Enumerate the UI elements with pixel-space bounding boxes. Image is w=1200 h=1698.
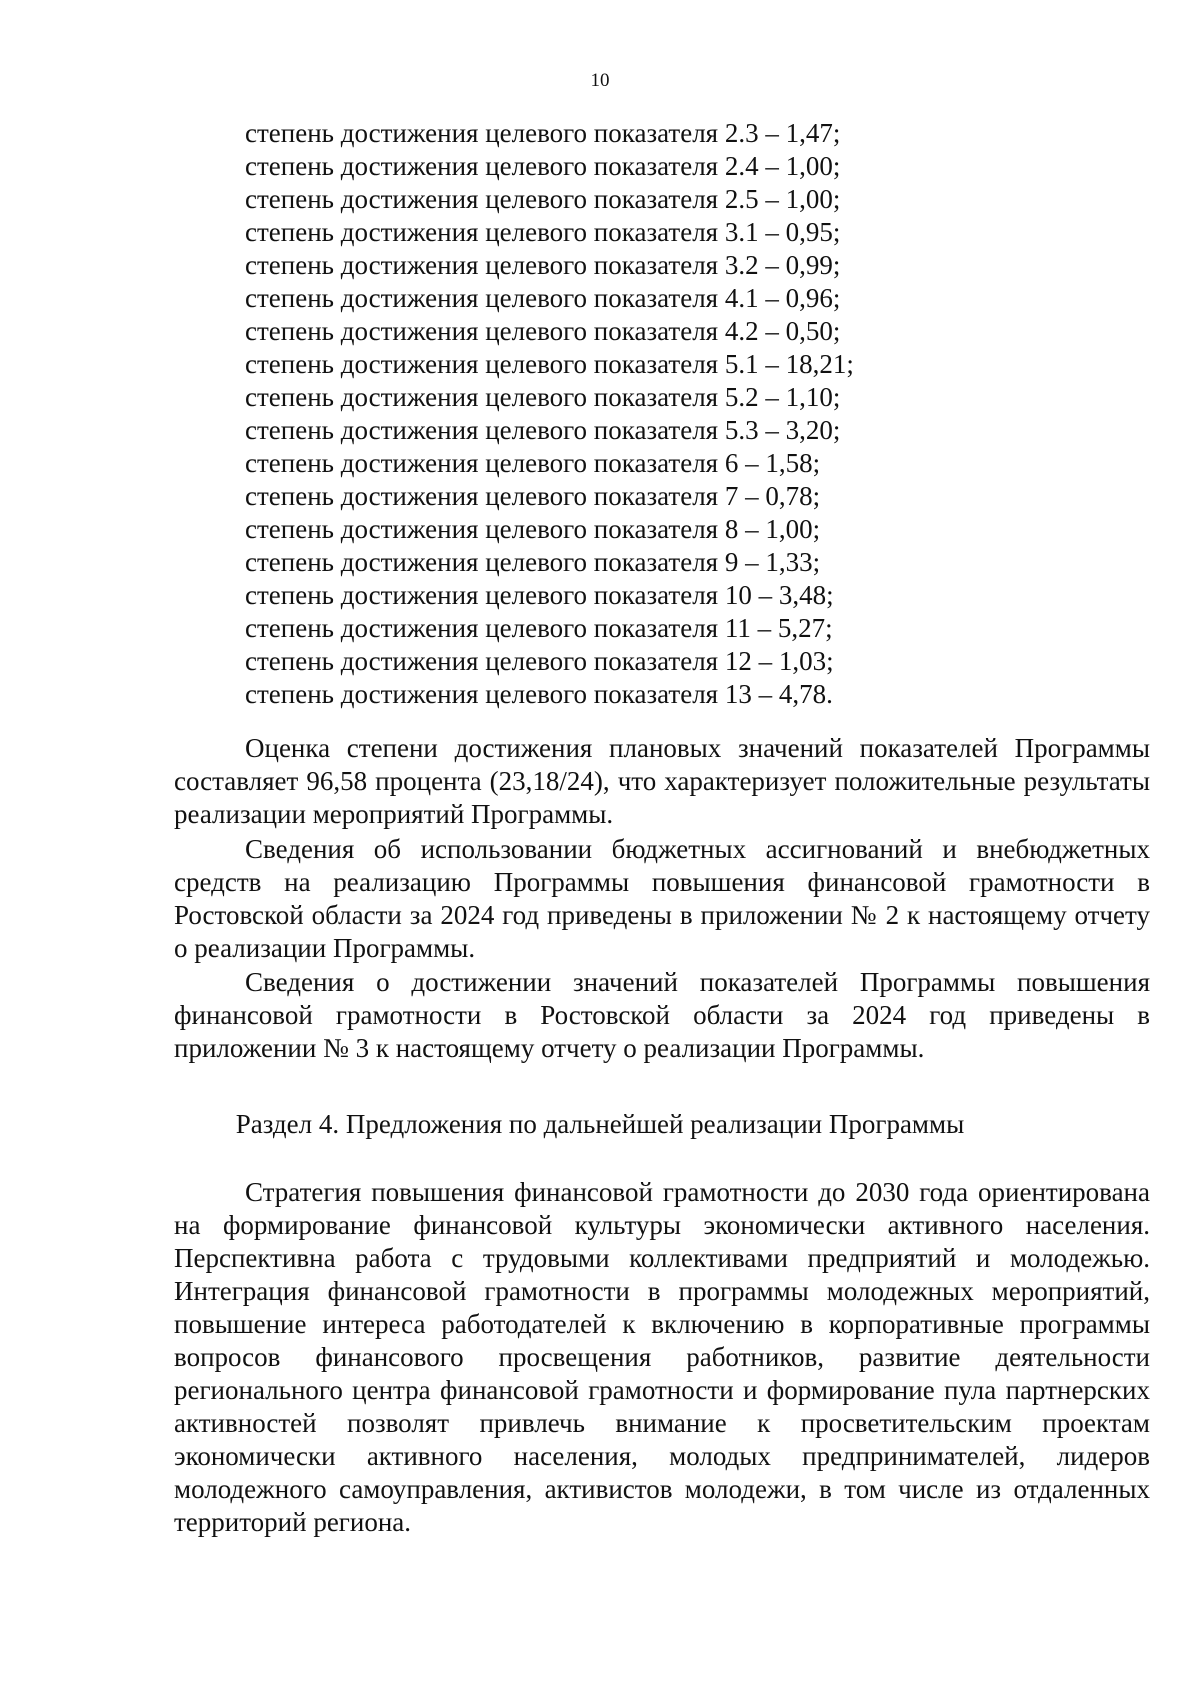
indicator-item: степень достижения целевого показателя 5.3 – 3,20; — [245, 415, 841, 445]
indicator-item: степень достижения целевого показателя 8 – 1,00; — [245, 514, 821, 544]
section-heading: Раздел 4. Предложения по дальнейшей реализации Программы — [235, 1109, 965, 1139]
indicator-item: степень достижения целевого показателя 13 – 4,78. — [245, 679, 833, 709]
indicator-item: степень достижения целевого показателя 3.2 – 0,99; — [245, 250, 841, 280]
indicator-item: степень достижения целевого показателя 9 – 1,33; — [245, 547, 821, 577]
indicator-item: степень достижения целевого показателя 4.1 – 0,96; — [245, 283, 841, 313]
page-number: 10 — [590, 70, 610, 91]
indicator-item: степень достижения целевого показателя 5.2 – 1,10; — [245, 382, 841, 412]
indicator-item: степень достижения целевого показателя 3.1 – 0,95; — [245, 217, 841, 247]
indicator-item: степень достижения целевого показателя 2.4 – 1,00; — [245, 151, 841, 181]
budget-paragraph: Сведения об использовании бюджетных ассигнований и внебюджетных средств на реализацию Программы повышения финансовой грамотности в Ростовской области за 2024 год приведены в приложении № 2 к настоящему отчету о реализации Программы. — [174, 834, 1150, 963]
indicator-item: степень достижения целевого показателя 12 – 1,03; — [245, 646, 834, 676]
indicator-item: степень достижения целевого показателя 2.5 – 1,00; — [245, 184, 841, 214]
indicator-item: степень достижения целевого показателя 5.1 – 18,21; — [245, 349, 854, 379]
indicator-item: степень достижения целевого показателя 2.3 – 1,47; — [245, 118, 841, 148]
indicator-list — [245, 117, 854, 711]
assessment-paragraph: Оценка степени достижения плановых значений показателей Программы составляет 96,58 процента (23,18/24), что характеризует положительные результаты реализации мероприятий Программы. — [174, 733, 1150, 829]
indicator-item: степень достижения целевого показателя 11 – 5,27; — [245, 613, 833, 643]
indicator-item: степень достижения целевого показателя 4.2 – 0,50; — [245, 316, 841, 346]
indicator-item: степень достижения целевого показателя 6 – 1,58; — [245, 448, 821, 478]
indicator-item: степень достижения целевого показателя 7 – 0,78; — [245, 481, 821, 511]
strategy-paragraph: Стратегия повышения финансовой грамотности до 2030 года ориентирована на формирование финансовой культуры экономически активного населения. Перспективна работа с трудовыми коллективами предприятий и молодежью. Интеграция финансовой грамотности в программы молодежных мероприятий, повышение интереса работодателей к включению в корпоративные программы вопросов финансового просвещения работников, развитие деятельности регионального центра финансовой грамотности и формирование пула партнерских активностей позволят привлечь внимание к просветительским проектам экономически активного населения, молодых предпринимателей, лидеров молодежного самоуправления, активистов молодежи, в том числе из отдаленных территорий региона. — [174, 1177, 1150, 1537]
indicator-values-paragraph: Сведения о достижении значений показателей Программы повышения финансовой грамотности в Ростовской области за 2024 год приведены в приложении № 3 к настоящему отчету о реализации Программы. — [174, 967, 1150, 1063]
indicator-item: степень достижения целевого показателя 10 – 3,48; — [245, 580, 834, 610]
